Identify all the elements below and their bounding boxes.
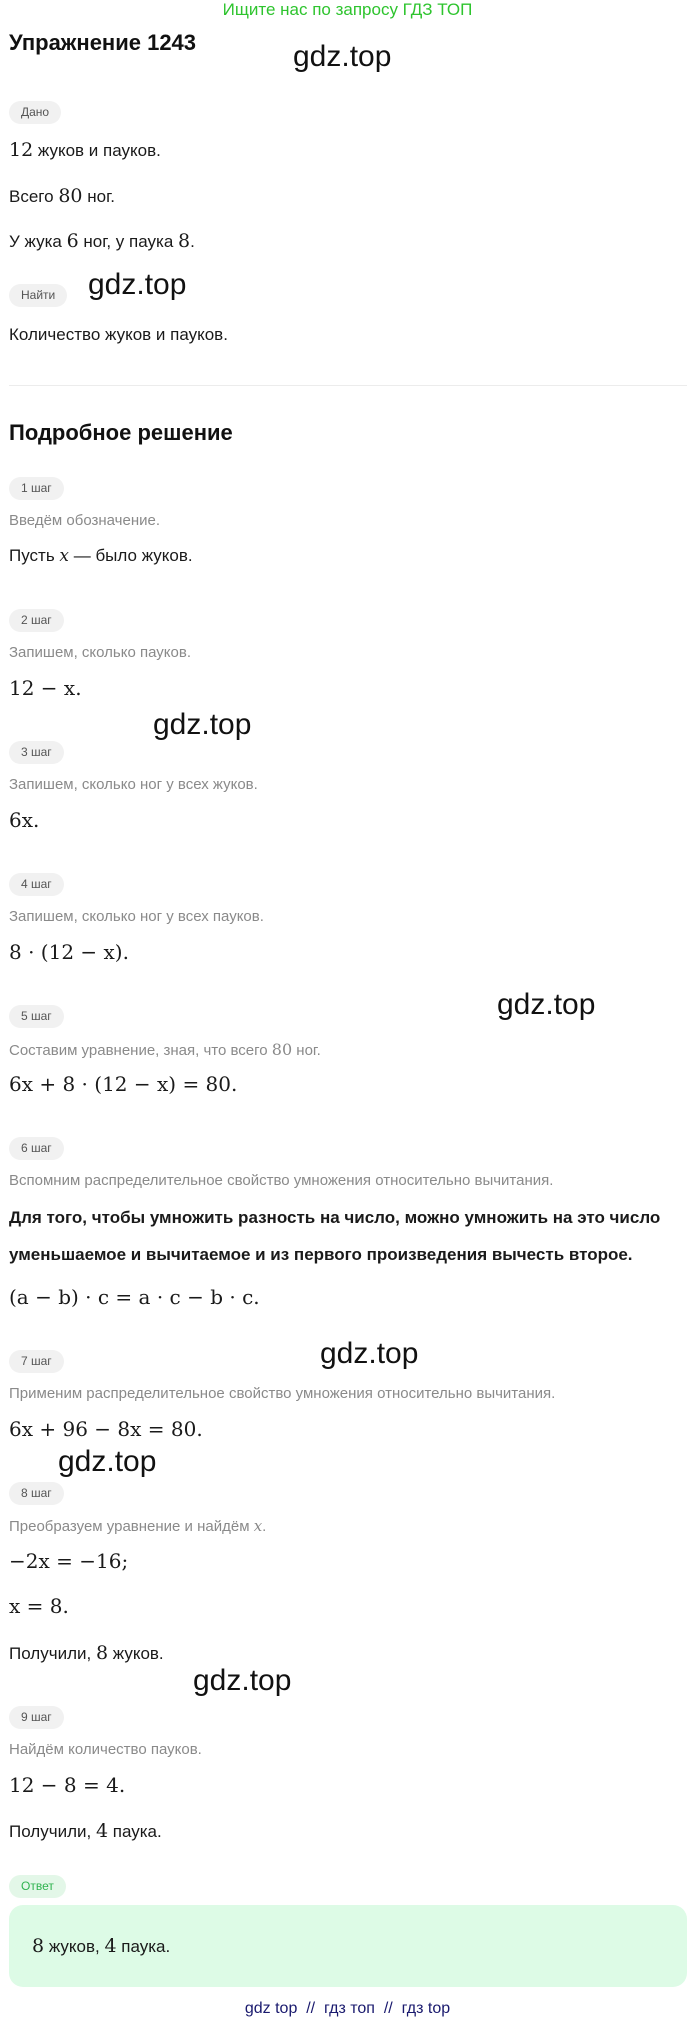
step-4-formula: 8 · (12 − x). bbox=[9, 940, 129, 964]
step-4-badge: 4 шаг bbox=[9, 873, 64, 896]
step-7-badge: 7 шаг bbox=[9, 1350, 64, 1373]
step-8-formula-1: −2x = −16; bbox=[9, 1549, 129, 1573]
footer-link-gdz-top-mixed[interactable]: гдз top bbox=[401, 2000, 451, 2017]
step-8-description: Преобразуем уравнение и найдём x. bbox=[9, 1517, 267, 1535]
find-badge: Найти bbox=[9, 284, 67, 307]
step-9-formula: 12 − 8 = 4. bbox=[9, 1773, 126, 1797]
step-9-badge: 9 шаг bbox=[9, 1706, 64, 1729]
watermark: gdz.top bbox=[497, 988, 596, 1021]
answer-badge: Ответ bbox=[9, 1875, 66, 1898]
watermark: gdz.top bbox=[58, 1445, 157, 1478]
given-line-1: 12 жуков и пауков. bbox=[9, 139, 161, 161]
given-badge: Дано bbox=[9, 101, 61, 124]
step-9-result: Получили, 4 паука. bbox=[9, 1820, 162, 1842]
watermark: gdz.top bbox=[293, 40, 392, 73]
step-6-badge: 6 шаг bbox=[9, 1137, 64, 1160]
footer-links bbox=[0, 2000, 695, 2018]
footer-link-gdz-top-ru[interactable]: гдз топ bbox=[324, 2000, 375, 2017]
step-4-description: Запишем, сколько ног у всех пауков. bbox=[9, 908, 264, 925]
given-line-3: У жука 6 ног, у паука 8. bbox=[9, 230, 195, 252]
step-8-badge: 8 шаг bbox=[9, 1482, 64, 1505]
step-8-formula-2: x = 8. bbox=[9, 1594, 69, 1618]
watermark: gdz.top bbox=[88, 268, 187, 301]
step-9-description: Найдём количество пауков. bbox=[9, 1741, 202, 1758]
given-line-2: Всего 80 ног. bbox=[9, 185, 115, 207]
step-8-result: Получили, 8 жуков. bbox=[9, 1642, 164, 1664]
step-2-description: Запишем, сколько пауков. bbox=[9, 644, 191, 661]
step-3-formula: 6x. bbox=[9, 808, 40, 832]
exercise-title: Упражнение 1243 bbox=[9, 30, 197, 55]
step-5-description: Составим уравнение, зная, что всего 80 ног. bbox=[9, 1040, 321, 1059]
step-3-badge: 3 шаг bbox=[9, 741, 64, 764]
step-1-description: Введём обозначение. bbox=[9, 512, 161, 529]
step-1-badge: 1 шаг bbox=[9, 477, 64, 500]
step-2-formula: 12 − x. bbox=[9, 676, 82, 700]
step-7-formula: 6x + 96 − 8x = 80. bbox=[9, 1417, 203, 1441]
step-5-formula: 6x + 8 · (12 − x) = 80. bbox=[9, 1072, 238, 1096]
step-6-formula: (a − b) · c = a · c − b · c. bbox=[9, 1285, 260, 1309]
step-1-text: Пусть x — было жуков. bbox=[9, 546, 193, 566]
footer-separator: // bbox=[297, 2000, 325, 2017]
step-5-badge: 5 шаг bbox=[9, 1005, 64, 1028]
step-6-description: Вспомним распределительное свойство умножения относительно вычитания. bbox=[9, 1172, 554, 1189]
step-6-rule: Для того, чтобы умножить разность на число, можно умножить на это число уменьшаемое и вычитаемое и из первого произведения вычесть второе. bbox=[9, 1208, 661, 1264]
footer-separator: // bbox=[374, 2000, 402, 2017]
find-text: Количество жуков и пауков. bbox=[9, 325, 228, 344]
step-2-badge: 2 шаг bbox=[9, 609, 64, 632]
step-3-description: Запишем, сколько ног у всех жуков. bbox=[9, 776, 258, 793]
watermark: gdz.top bbox=[153, 708, 252, 741]
watermark: gdz.top bbox=[193, 1664, 292, 1697]
search-banner: Ищите нас по запросу ГДЗ ТОП bbox=[222, 0, 473, 19]
section-divider bbox=[9, 385, 687, 386]
footer-link-gdz-top[interactable]: gdz top bbox=[244, 2000, 298, 2017]
answer-text: 8 жуков, 4 паука. bbox=[32, 1935, 171, 1957]
watermark: gdz.top bbox=[320, 1337, 419, 1370]
solution-heading: Подробное решение bbox=[9, 420, 233, 445]
step-7-description: Применим распределительное свойство умножения относительно вычитания. bbox=[9, 1385, 556, 1402]
